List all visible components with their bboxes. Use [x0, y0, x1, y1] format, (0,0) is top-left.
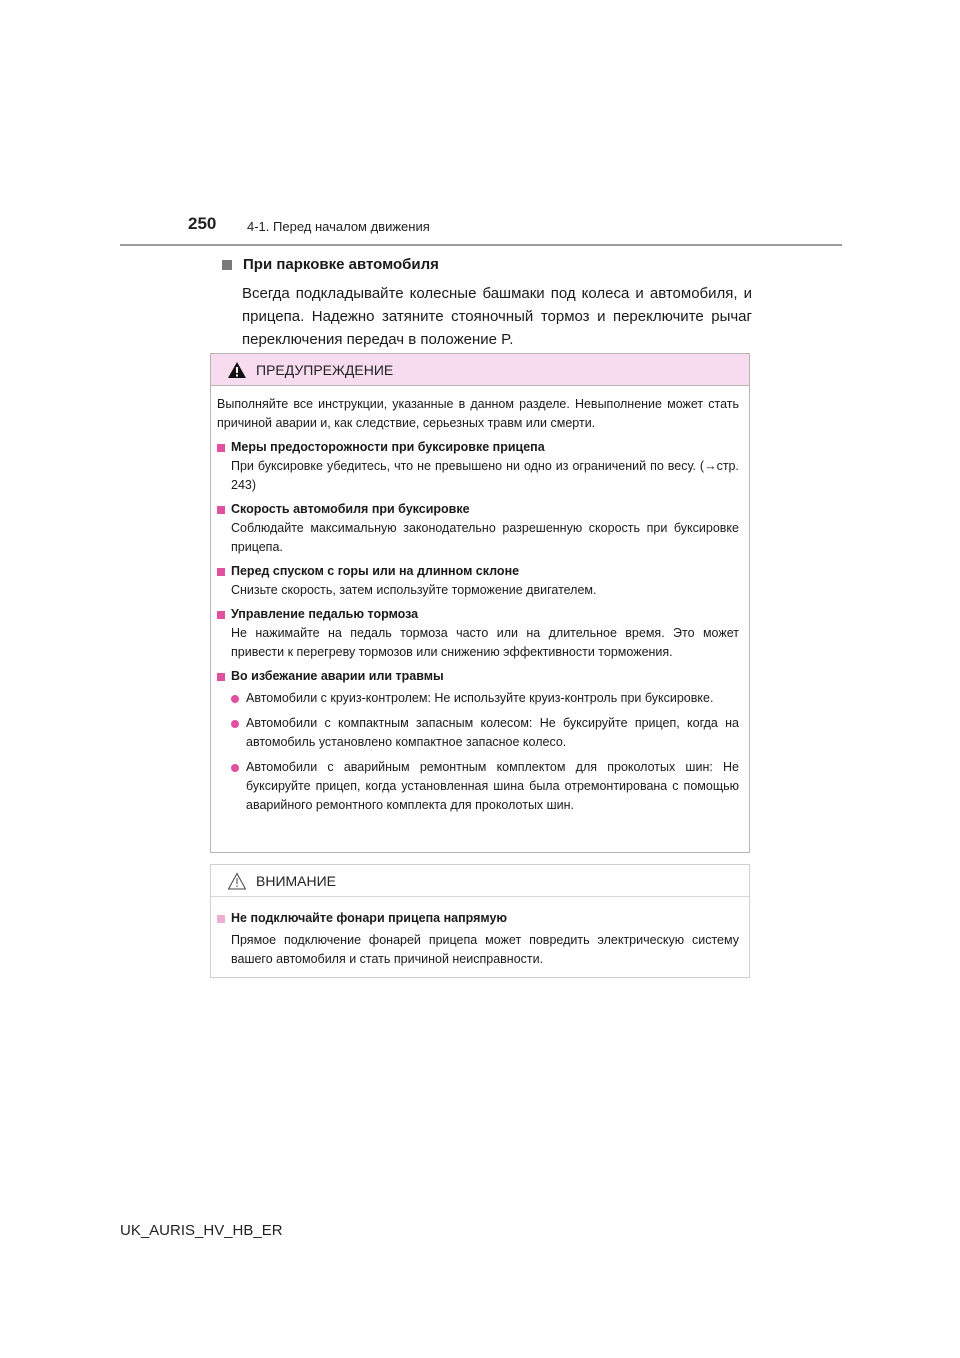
- warning-header: [211, 354, 749, 386]
- round-bullet-icon: [231, 764, 239, 772]
- parking-text: Всегда подкладывайте колесные башмаки под колеса и автомобиля, и прицепа. Надежно затяните стояночный тормоз и переключите рычаг переключения передач в положение P.: [242, 285, 752, 348]
- warning-item: [217, 605, 739, 662]
- parking-section: [222, 256, 752, 351]
- warning-item: [217, 562, 739, 600]
- bullet-item: [231, 714, 739, 752]
- bullet-text: Автомобили с аварийным ремонтным комплектом для проколотых шин: Не буксируйте прицеп, когда установленная шина была отремонтирована с помощью аварийного ремонтного комплекта для проколотых шин.: [246, 760, 739, 812]
- parking-heading-text: При парковке автомобиля: [243, 256, 439, 273]
- warning-item-text: Снизьте скорость, затем используйте торможение двигателем.: [231, 583, 597, 597]
- caution-body: [211, 897, 749, 969]
- square-bullet-icon: [217, 506, 225, 514]
- bullet-text: Автомобили с круиз-контролем: Не используйте круиз-контроль при буксировке.: [246, 691, 714, 705]
- warning-intro: Выполняйте все инструкции, указанные в данном разделе. Невыполнение может стать причиной аварии и, как следствие, серьезных травм или смерти.: [217, 397, 739, 430]
- warning-body: [211, 386, 749, 815]
- warning-title: ПРЕДУПРЕЖДЕНИЕ: [256, 361, 394, 378]
- warning-item: [217, 438, 739, 495]
- caution-item: [217, 909, 739, 969]
- caution-triangle-icon: [227, 872, 247, 890]
- warning-item-text: Соблюдайте максимальную законодательно разрешенную скорость при буксировке прицепа.: [231, 521, 739, 554]
- section-title: 4-1. Перед началом движения: [247, 219, 430, 234]
- document-code: UK_AURIS_HV_HB_ER: [120, 1222, 283, 1239]
- square-bullet-icon: [217, 915, 225, 923]
- caution-header: [211, 865, 749, 897]
- warning-item: [217, 667, 739, 815]
- warning-item-heading: Меры предосторожности при буксировке прицепа: [231, 440, 545, 454]
- bullet-item: [231, 689, 739, 708]
- square-bullet-icon: [217, 444, 225, 452]
- square-bullet-icon: [217, 568, 225, 576]
- bullet-item: [231, 758, 739, 815]
- warning-item-heading: Во избежание аварии или травмы: [231, 669, 444, 683]
- parking-heading: [222, 256, 752, 273]
- caution-title: ВНИМАНИЕ: [256, 872, 337, 889]
- bullet-text: Автомобили с компактным запасным колесом: Не буксируйте прицеп, когда на автомобиль установлено компактное запасное колесо.: [246, 716, 739, 749]
- warning-item-text: При буксировке убедитесь, что не превышено ни одно из ограничений по весу. (→стр. 243): [231, 459, 739, 492]
- round-bullet-icon: [231, 695, 239, 703]
- warning-item: [217, 500, 739, 557]
- square-bullet-icon: [222, 260, 232, 270]
- square-bullet-icon: [217, 673, 225, 681]
- square-bullet-icon: [217, 611, 225, 619]
- round-bullet-icon: [231, 720, 239, 728]
- warning-triangle-icon: [227, 361, 247, 379]
- warning-item-heading: Скорость автомобиля при буксировке: [231, 502, 470, 516]
- caution-item-heading: Не подключайте фонари прицепа напрямую: [231, 911, 508, 925]
- warning-item-heading: Управление педалью тормоза: [231, 607, 419, 621]
- caution-box: [210, 864, 750, 978]
- warning-box: [210, 353, 750, 853]
- warning-item-text: Не нажимайте на педаль тормоза часто или на длительное время. Это может привести к перегреву тормозов или снижению эффективности торможения.: [231, 626, 739, 659]
- caution-item-text: Прямое подключение фонарей прицепа может повредить электрическую систему вашего автомобиля и стать причиной неисправности.: [231, 933, 739, 966]
- warning-item-heading: Перед спуском с горы или на длинном склоне: [231, 564, 520, 578]
- header-divider: [120, 244, 842, 246]
- page-number: 250: [188, 214, 217, 233]
